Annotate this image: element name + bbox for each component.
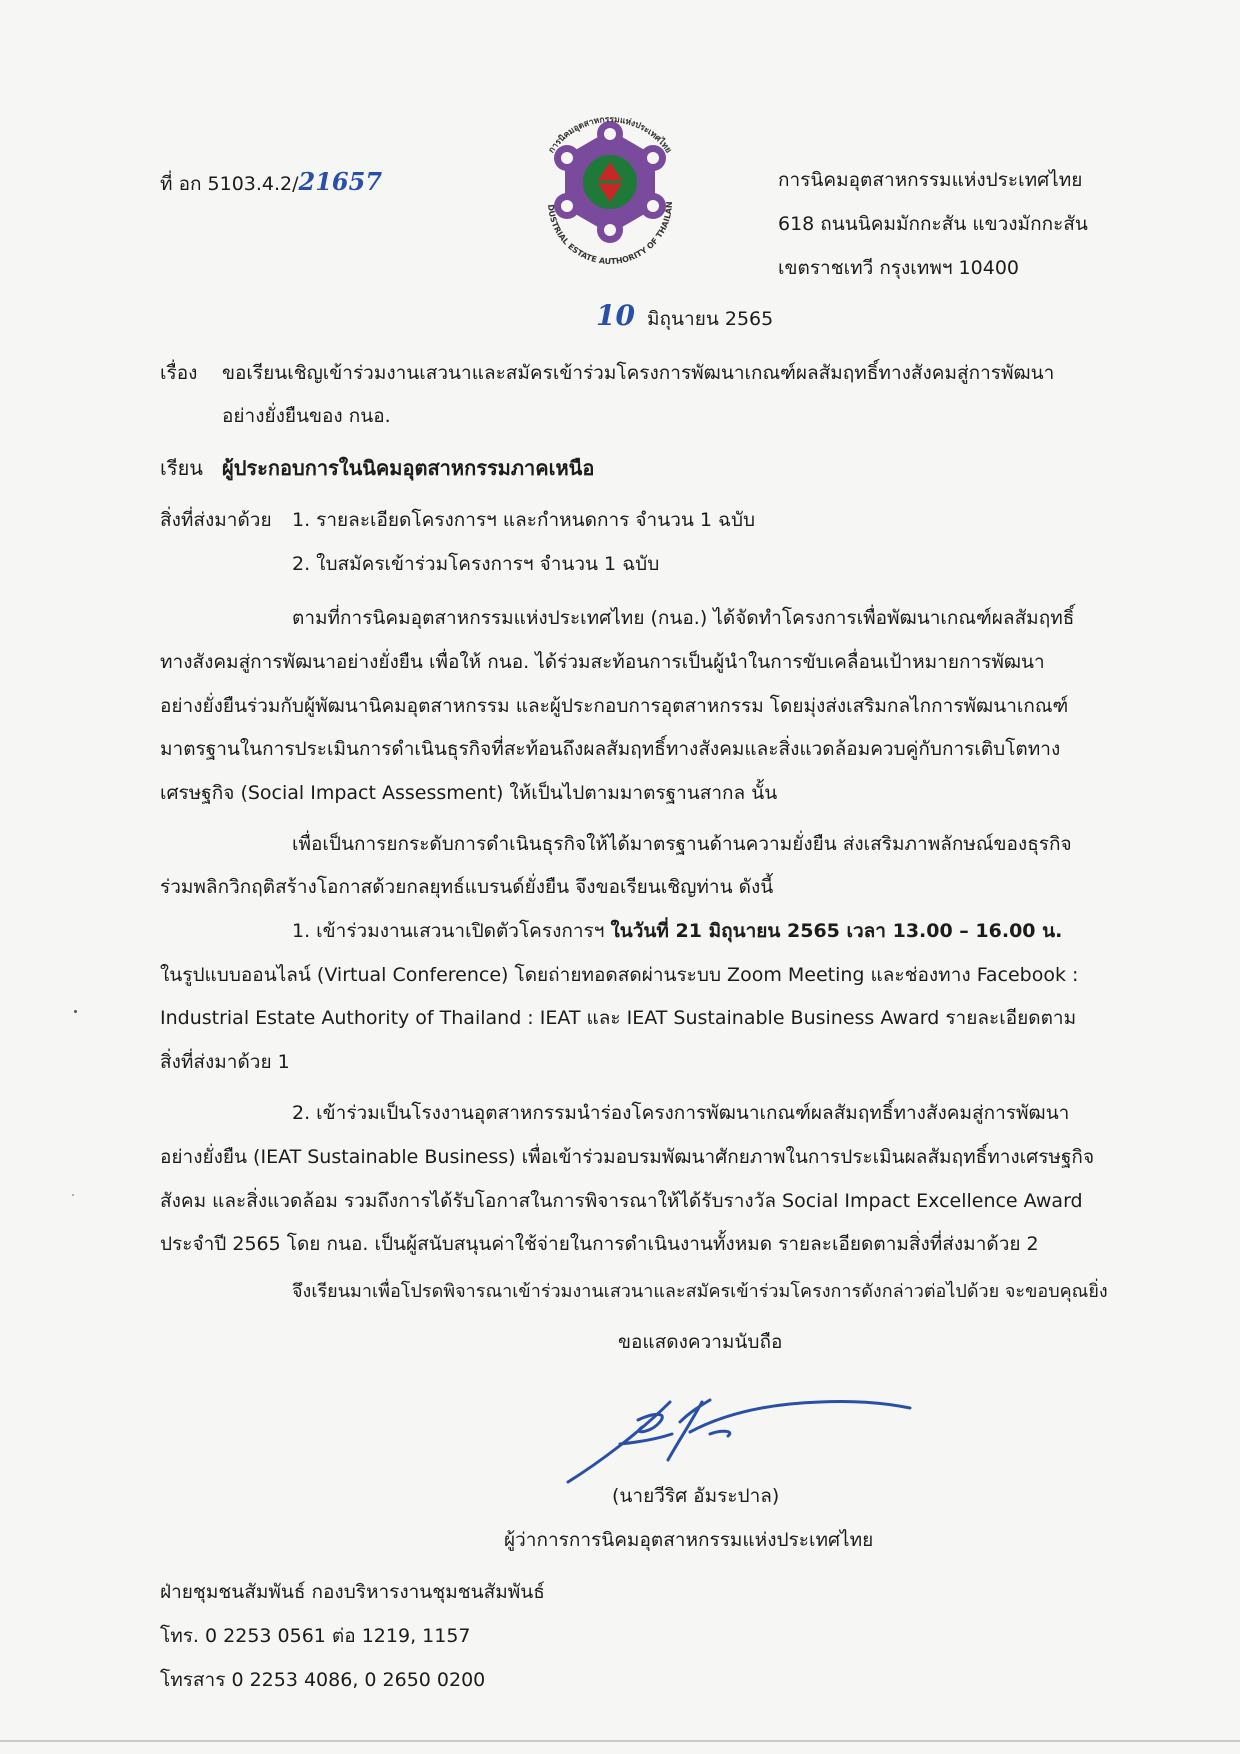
logo-ring-text-bottom: DUSTRIAL ESTATE AUTHORITY OF THAILAN bbox=[545, 201, 675, 267]
sender-address-line2: เขตราชเทวี กรุงเทพฯ 10400 bbox=[778, 257, 1019, 279]
ieat-logo bbox=[520, 110, 700, 270]
letter-date bbox=[596, 299, 774, 332]
enclosure-item-2: 2. ใบสมัครเข้าร่วมโครงการฯ จำนวน 1 ฉบับ bbox=[292, 553, 660, 575]
signatory-name: (นายวีริศ อัมระปาล) bbox=[612, 1485, 780, 1507]
reference-handwritten: 21657 bbox=[298, 167, 383, 196]
body-p1-line1: ตามที่การนิคมอุตสาหกรรมแห่งประเทศไทย (กนอ.) ได้จัดทำโครงการเพื่อพัฒนาเกณฑ์ผลสัมฤทธิ์ bbox=[292, 607, 1075, 629]
body-item1-line1 bbox=[292, 919, 1062, 943]
body-item1-line4: สิ่งที่ส่งมาด้วย 1 bbox=[160, 1051, 290, 1073]
enclosure-item-1: 1. รายละเอียดโครงการฯ และกำหนดการ จำนวน 1 ฉบับ bbox=[292, 509, 756, 531]
signatory-position: ผู้ว่าการการนิคมอุตสาหกรรมแห่งประเทศไทย bbox=[504, 1529, 874, 1551]
subject-label: เรื่อง bbox=[160, 362, 198, 384]
body-p1-line5: เศรษฐกิจ (Social Impact Assessment) ให้เป็นไปตามมาตรฐานสากล นั้น bbox=[160, 782, 778, 804]
body-item2-line2: อย่างยั่งยืน (IEAT Sustainable Business) เพื่อเข้าร่วมอบรมพัฒนาศักยภาพในการประเมินผลสัมฤทธิ์ทางเศรษฐกิจ bbox=[160, 1146, 1095, 1168]
body-p2-line1: เพื่อเป็นการยกระดับการดำเนินธุรกิจให้ได้มาตรฐานด้านความยั่งยืน ส่งเสริมภาพลักษณ์ของธุรกิจ bbox=[292, 833, 1072, 855]
closing-sentence: จึงเรียนมาเพื่อโปรดพิจารณาเข้าร่วมงานเสวนาและสมัครเข้าร่วมโครงการดังกล่าวต่อไปด้วย จะขอบคุณยิ่ง bbox=[292, 1281, 1108, 1302]
page-bottom-edge bbox=[0, 1740, 1240, 1742]
body-p1-line2: ทางสังคมสู่การพัฒนาอย่างยั่งยืน เพื่อให้ กนอ. ได้ร่วมสะท้อนการเป็นผู้นำในการขับเคลื่อนเป้าหมายการพัฒนา bbox=[160, 651, 1045, 673]
regards: ขอแสดงความนับถือ bbox=[618, 1331, 783, 1353]
ieat-logo-graphic bbox=[520, 110, 700, 270]
body-item2-line1: 2. เข้าร่วมเป็นโรงงานอุตสาหกรรมนำร่องโครงการพัฒนาเกณฑ์ผลสัมฤทธิ์ทางสังคมสู่การพัฒนา bbox=[292, 1102, 1070, 1124]
contact-fax: โทรสาร 0 2253 4086, 0 2650 0200 bbox=[160, 1669, 486, 1691]
body-item1-datetime: ในวันที่ 21 มิถุนายน 2565 เวลา 13.00 – 16.00 น. bbox=[610, 920, 1063, 942]
body-p1-line3: อย่างยั่งยืนร่วมกับผู้พัฒนานิคมอุตสาหกรรม และผู้ประกอบการอุตสาหกรรม โดยมุ่งส่งเสริมกลไกการพัฒนาเกณฑ์ bbox=[160, 695, 1069, 717]
recipient-label: เรียน bbox=[160, 456, 203, 480]
body-p2-line2: ร่วมพลิกวิกฤติสร้างโอกาสด้วยกลยุทธ์แบรนด์ยั่งยืน จึงขอเรียนเชิญท่าน ดังนี้ bbox=[160, 876, 774, 898]
date-month-year: มิถุนายน 2565 bbox=[647, 308, 774, 330]
scan-speck bbox=[74, 1010, 77, 1013]
sender-address-line1: 618 ถนนนิคมมักกะสัน แขวงมักกะสัน bbox=[778, 213, 1088, 235]
reference-number bbox=[160, 167, 383, 196]
contact-telephone: โทร. 0 2253 0561 ต่อ 1219, 1157 bbox=[160, 1625, 471, 1647]
signature-graphic bbox=[560, 1372, 920, 1492]
reference-printed: ที่ อก 5103.4.2/ bbox=[160, 173, 299, 195]
logo-ring-text-top: การนิคมอุตสาหกรรมแห่งประเทศไทย bbox=[546, 114, 674, 156]
body-item1-lead: 1. เข้าร่วมงานเสวนาเปิดตัวโครงการฯ bbox=[292, 920, 611, 942]
sender-org-name: การนิคมอุตสาหกรรมแห่งประเทศไทย bbox=[778, 169, 1083, 191]
subject-line1: ขอเรียนเชิญเข้าร่วมงานเสวนาและสมัครเข้าร่วมโครงการพัฒนาเกณฑ์ผลสัมฤทธิ์ทางสังคมสู่การพัฒนา bbox=[222, 362, 1055, 384]
body-item1-line3: Industrial Estate Authority of Thailand : IEAT และ IEAT Sustainable Business Award รายละเอียดตาม bbox=[160, 1007, 1077, 1029]
enclosures-label: สิ่งที่ส่งมาด้วย bbox=[160, 509, 272, 531]
body-item2-line4: ประจำปี 2565 โดย กนอ. เป็นผู้สนับสนุนค่าใช้จ่ายในการดำเนินงานทั้งหมด รายละเอียดตามสิ่งที่ส่งมาด้วย 2 bbox=[160, 1233, 1039, 1255]
subject-line2: อย่างยั่งยืนของ กนอ. bbox=[222, 405, 391, 427]
body-item2-line3: สังคม และสิ่งแวดล้อม รวมถึงการได้รับโอกาสในการพิจารณาให้ได้รับรางวัล Social Impact Excellence Award bbox=[160, 1190, 1083, 1212]
date-day-handwritten: 10 bbox=[596, 299, 635, 332]
recipient-name: ผู้ประกอบการในนิคมอุตสาหกรรมภาคเหนือ bbox=[222, 456, 595, 480]
signature bbox=[560, 1372, 920, 1492]
body-item1-line2: ในรูปแบบออนไลน์ (Virtual Conference) โดยถ่ายทอดสดผ่านระบบ Zoom Meeting และช่องทาง Facebook : bbox=[160, 964, 1079, 986]
body-p1-line4: มาตรฐานในการประเมินการดำเนินธุรกิจที่สะท้อนถึงผลสัมฤทธิ์ทางสังคมและสิ่งแวดล้อมควบคู่กับการเติบโตทาง bbox=[160, 738, 1061, 760]
contact-department: ฝ่ายชุมชนสัมพันธ์ กองบริหารงานชุมชนสัมพันธ์ bbox=[160, 1581, 545, 1603]
scan-speck bbox=[72, 1194, 74, 1196]
